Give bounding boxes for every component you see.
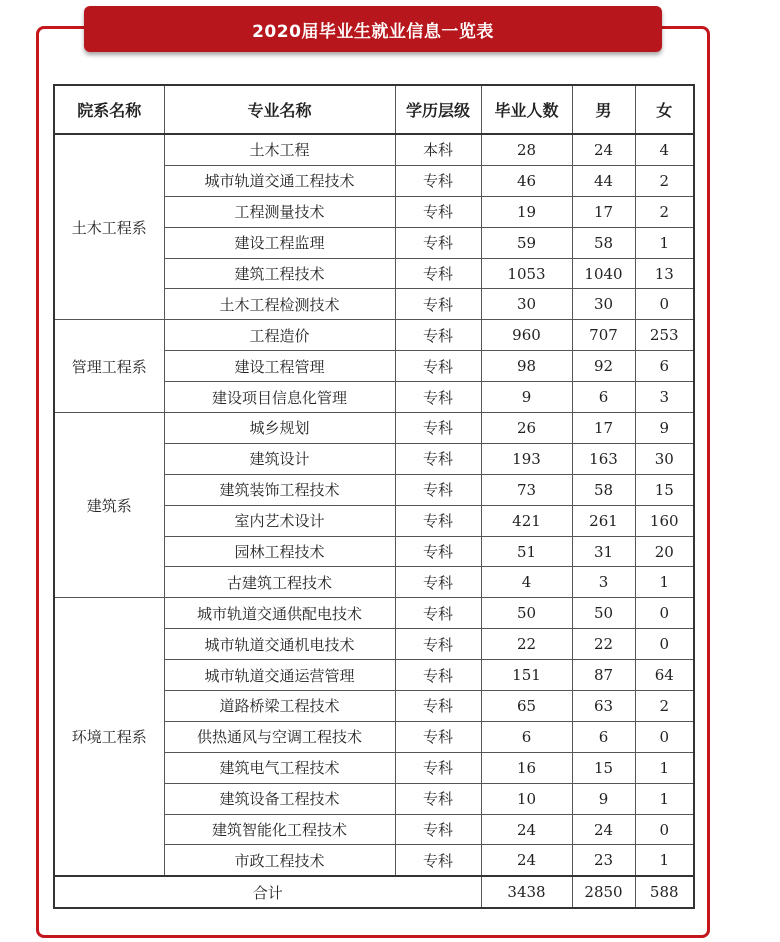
graduates-cell: 16 [481,752,572,783]
department-cell: 管理工程系 [54,320,164,413]
degree-level-cell: 专科 [395,567,481,598]
male-cell: 6 [572,721,635,752]
table-row [54,413,694,444]
graduates-cell: 421 [481,505,572,536]
total-label: 合计 [54,876,481,908]
female-cell: 9 [635,413,694,444]
female-cell: 13 [635,258,694,289]
graduates-cell: 9 [481,382,572,413]
major-cell: 建筑智能化工程技术 [164,814,395,845]
department-cell: 环境工程系 [54,598,164,877]
male-cell: 50 [572,598,635,629]
table-row [54,320,694,351]
graduates-cell: 24 [481,845,572,876]
degree-level-cell: 专科 [395,721,481,752]
female-cell: 1 [635,567,694,598]
male-cell: 9 [572,783,635,814]
graduates-cell: 30 [481,289,572,320]
graduates-cell: 151 [481,660,572,691]
female-cell: 4 [635,134,694,165]
major-cell: 室内艺术设计 [164,505,395,536]
graduates-cell: 24 [481,814,572,845]
major-cell: 城市轨道交通供配电技术 [164,598,395,629]
degree-level-cell: 专科 [395,289,481,320]
degree-level-cell: 专科 [395,691,481,722]
male-cell: 3 [572,567,635,598]
graduates-cell: 46 [481,165,572,196]
male-cell: 22 [572,629,635,660]
male-cell: 6 [572,382,635,413]
female-cell: 2 [635,165,694,196]
major-cell: 道路桥梁工程技术 [164,691,395,722]
male-cell: 17 [572,413,635,444]
male-cell: 92 [572,351,635,382]
degree-level-cell: 专科 [395,629,481,660]
employment-table [53,84,695,909]
graduates-cell: 4 [481,567,572,598]
degree-level-cell: 专科 [395,752,481,783]
header-graduates: 毕业人数 [481,85,572,134]
degree-level-cell: 专科 [395,474,481,505]
major-cell: 城市轨道交通机电技术 [164,629,395,660]
male-cell: 24 [572,134,635,165]
male-cell: 163 [572,443,635,474]
degree-level-cell: 专科 [395,783,481,814]
male-cell: 707 [572,320,635,351]
graduates-cell: 10 [481,783,572,814]
total-graduates: 3438 [481,876,572,908]
male-cell: 58 [572,227,635,258]
degree-level-cell: 专科 [395,814,481,845]
female-cell: 0 [635,814,694,845]
male-cell: 23 [572,845,635,876]
major-cell: 建筑装饰工程技术 [164,474,395,505]
major-cell: 城市轨道交通工程技术 [164,165,395,196]
graduates-cell: 73 [481,474,572,505]
total-male: 2850 [572,876,635,908]
table-row [54,598,694,629]
male-cell: 87 [572,660,635,691]
graduates-cell: 19 [481,196,572,227]
male-cell: 44 [572,165,635,196]
header-female: 女 [635,85,694,134]
header-row [54,85,694,134]
major-cell: 建设工程监理 [164,227,395,258]
table-row [54,134,694,165]
total-row [54,876,694,908]
degree-level-cell: 专科 [395,413,481,444]
female-cell: 2 [635,691,694,722]
degree-level-cell: 专科 [395,258,481,289]
female-cell: 253 [635,320,694,351]
header-degree-level: 学历层级 [395,85,481,134]
major-cell: 建筑工程技术 [164,258,395,289]
degree-level-cell: 专科 [395,227,481,258]
female-cell: 15 [635,474,694,505]
male-cell: 1040 [572,258,635,289]
degree-level-cell: 专科 [395,196,481,227]
male-cell: 17 [572,196,635,227]
graduates-cell: 1053 [481,258,572,289]
degree-level-cell: 专科 [395,382,481,413]
graduates-cell: 50 [481,598,572,629]
major-cell: 城乡规划 [164,413,395,444]
header-major: 专业名称 [164,85,395,134]
major-cell: 建设项目信息化管理 [164,382,395,413]
title-banner [84,6,662,52]
department-cell: 建筑系 [54,413,164,598]
graduates-cell: 98 [481,351,572,382]
graduates-cell: 65 [481,691,572,722]
female-cell: 6 [635,351,694,382]
male-cell: 24 [572,814,635,845]
degree-level-cell: 专科 [395,320,481,351]
major-cell: 供热通风与空调工程技术 [164,721,395,752]
female-cell: 20 [635,536,694,567]
graduates-cell: 59 [481,227,572,258]
graduates-cell: 6 [481,721,572,752]
major-cell: 城市轨道交通运营管理 [164,660,395,691]
major-cell: 建筑设计 [164,443,395,474]
female-cell: 1 [635,752,694,783]
female-cell: 0 [635,629,694,660]
graduates-cell: 193 [481,443,572,474]
header-male: 男 [572,85,635,134]
male-cell: 31 [572,536,635,567]
major-cell: 建设工程管理 [164,351,395,382]
degree-level-cell: 专科 [395,598,481,629]
female-cell: 30 [635,443,694,474]
male-cell: 30 [572,289,635,320]
female-cell: 160 [635,505,694,536]
male-cell: 58 [572,474,635,505]
degree-level-cell: 专科 [395,165,481,196]
degree-level-cell: 专科 [395,536,481,567]
major-cell: 建筑电气工程技术 [164,752,395,783]
department-cell: 土木工程系 [54,134,164,320]
degree-level-cell: 专科 [395,505,481,536]
major-cell: 园林工程技术 [164,536,395,567]
major-cell: 工程造价 [164,320,395,351]
table-body [54,134,694,876]
male-cell: 63 [572,691,635,722]
major-cell: 古建筑工程技术 [164,567,395,598]
major-cell: 市政工程技术 [164,845,395,876]
graduates-cell: 22 [481,629,572,660]
major-cell: 工程测量技术 [164,196,395,227]
graduates-cell: 26 [481,413,572,444]
female-cell: 1 [635,845,694,876]
male-cell: 261 [572,505,635,536]
graduates-cell: 51 [481,536,572,567]
major-cell: 土木工程检测技术 [164,289,395,320]
graduates-cell: 960 [481,320,572,351]
degree-level-cell: 专科 [395,845,481,876]
degree-level-cell: 专科 [395,660,481,691]
header-department: 院系名称 [54,85,164,134]
graduates-cell: 28 [481,134,572,165]
female-cell: 1 [635,227,694,258]
major-cell: 土木工程 [164,134,395,165]
total-female: 588 [635,876,694,908]
major-cell: 建筑设备工程技术 [164,783,395,814]
page-title: 2020届毕业生就业信息一览表 [252,21,494,42]
degree-level-cell: 本科 [395,134,481,165]
female-cell: 1 [635,783,694,814]
male-cell: 15 [572,752,635,783]
degree-level-cell: 专科 [395,443,481,474]
female-cell: 64 [635,660,694,691]
female-cell: 0 [635,721,694,752]
female-cell: 3 [635,382,694,413]
female-cell: 0 [635,289,694,320]
female-cell: 2 [635,196,694,227]
female-cell: 0 [635,598,694,629]
degree-level-cell: 专科 [395,351,481,382]
